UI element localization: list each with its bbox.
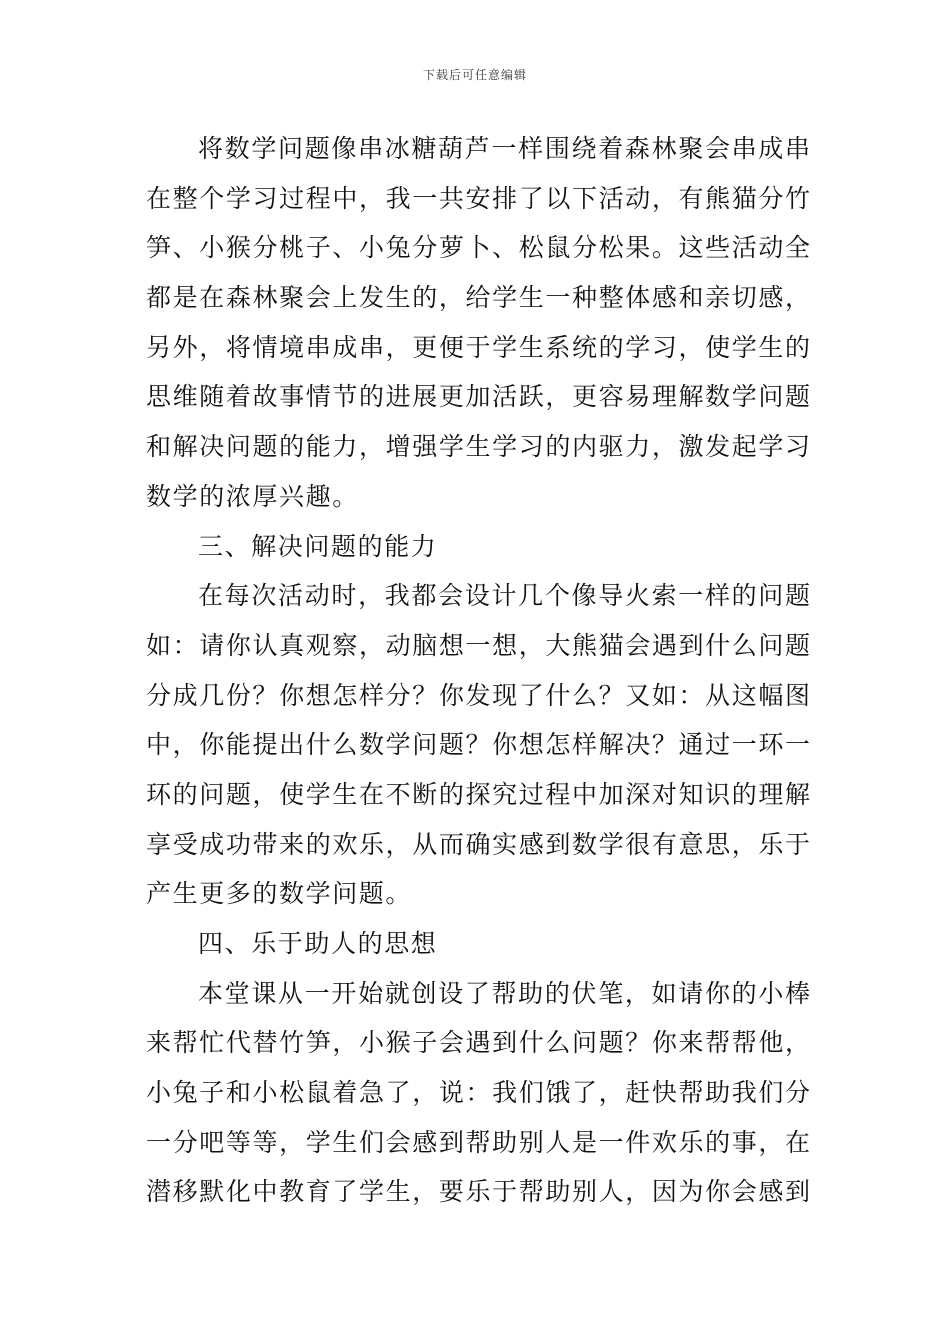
text-line: 数学的浓厚兴趣。 — [146, 481, 359, 511]
text-line: 和解决问题的能力，增强学生学习的内驱力，激发起学习 — [146, 432, 810, 462]
text-line: 如：请你认真观察，动脑想一想，大熊猫会遇到什么问题 — [146, 630, 810, 660]
text-line: 将数学问题像串冰糖葫芦一样围绕着森林聚会串成串 — [198, 134, 810, 163]
text-line: 中，你能提出什么数学问题？你想怎样解决？通过一环一 — [146, 730, 810, 760]
text-line: 本堂课从一开始就创设了帮助的伏笔，如请你的小棒 — [198, 978, 810, 1008]
text-line: 产生更多的数学问题。 — [146, 879, 413, 909]
text-line: 环的问题，使学生在不断的探究过程中加深对知识的理解 — [146, 779, 810, 809]
text-line: 来帮忙代替竹笋，小猴子会遇到什么问题？你来帮帮他， — [146, 1028, 810, 1058]
text-line: 分成几份？你想怎样分？你发现了什么？又如：从这幅图 — [146, 680, 810, 710]
document-body — [146, 124, 810, 1217]
text-line: 思维随着故事情节的进展更加活跃，更容易理解数学问题 — [146, 382, 810, 412]
text-line: 一分吧等等，学生们会感到帮助别人是一件欢乐的事，在 — [146, 1127, 810, 1157]
text-line: 小兔子和小松鼠着急了，说：我们饿了，赶快帮助我们分 — [146, 1078, 810, 1108]
header-note: 下载后可任意编辑 — [422, 68, 527, 82]
text-line: 在整个学习过程中，我一共安排了以下活动，有熊猫分竹 — [146, 183, 810, 213]
text-line: 另外，将情境串成串，更便于学生系统的学习，使学生的 — [146, 332, 810, 362]
text-line: 在每次活动时，我都会设计几个像导火索一样的问题 — [198, 581, 810, 611]
text-line: 四、乐于助人的思想 — [198, 929, 438, 958]
text-line: 三、解决问题的能力 — [198, 531, 438, 561]
text-line: 享受成功带来的欢乐，从而确实感到数学很有意思，乐于 — [146, 829, 810, 859]
text-line: 笋、小猴分桃子、小兔分萝卜、松鼠分松果。这些活动全 — [146, 233, 810, 263]
text-line: 都是在森林聚会上发生的，给学生一种整体感和亲切感， — [146, 283, 810, 313]
text-line: 潜移默化中教育了学生，要乐于帮助别人，因为你会感到 — [146, 1177, 810, 1207]
